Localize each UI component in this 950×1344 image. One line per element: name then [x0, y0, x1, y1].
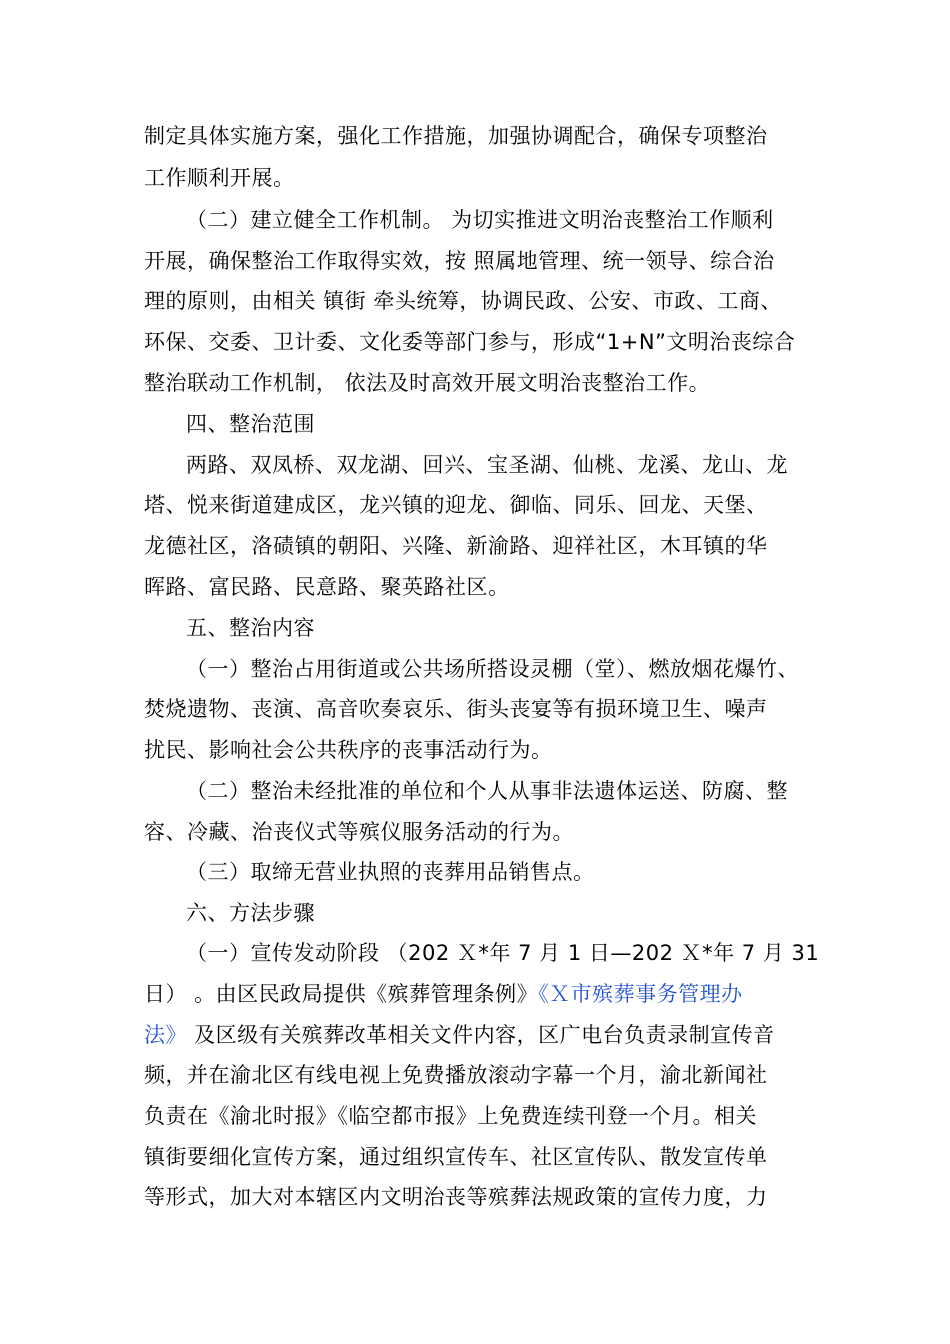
paragraph-line: （二）整治未经批准的单位和个人从事非法遗体运送、防腐、整: [186, 779, 788, 803]
paragraph-line: 环保、交委、卫计委、文化委等部门参与，形成“1+N”文明治丧综合: [144, 330, 796, 354]
paragraph-line: （一）整治占用街道或公共场所搭设灵棚（堂）、燃放烟花爆竹、: [186, 657, 799, 681]
paragraph-line: 整治联动工作机制， 依法及时高效开展文明治丧整治工作。: [144, 371, 711, 395]
paragraph-line: （二）建立健全工作机制。 为切实推进文明治丧整治工作顺利: [186, 208, 774, 232]
paragraph-line: [144, 1020, 775, 1050]
section-heading: 五、整治内容: [186, 616, 315, 640]
paragraph-line: 两路、双凤桥、双龙湖、回兴、宝圣湖、仙桃、龙溪、龙山、龙: [186, 453, 788, 477]
paragraph-line: 制定具体实施方案，强化工作措施，加强协调配合，确保专项整治: [144, 124, 768, 148]
section-heading: 六、方法步骤: [186, 901, 315, 925]
paragraph-line: [144, 979, 743, 1009]
paragraph-line: （三）取缔无营业执照的丧葬用品销售点。: [186, 860, 595, 884]
paragraph-line: 频，并在渝北区有线电视上免费播放滚动字幕一个月，渝北新闻社: [144, 1063, 768, 1087]
paragraph-line: 开展，确保整治工作取得实效，按 照属地管理、统一领导、综合治: [144, 249, 775, 273]
paragraph-line: 工作顺利开展。: [144, 166, 295, 190]
paragraph-line: 龙德社区，洛碛镇的朝阳、兴隆、新渝路、迎祥社区，木耳镇的华: [144, 534, 768, 558]
line-text: 日） 。由区民政局提供《殡葬管理条例》: [144, 982, 539, 1006]
section-heading: 四、整治范围: [186, 412, 315, 436]
paragraph-line: 塔、悦来街道建成区，龙兴镇的迎龙、御临、同乐、回龙、天堡、: [144, 493, 768, 517]
paragraph-line: 等形式，加大对本辖区内文明治丧等殡葬法规政策的宣传力度，力: [144, 1185, 768, 1209]
paragraph-line: 负责在《渝北时报》《临空都市报》上免费连续刊登一个月。相关: [144, 1104, 757, 1128]
paragraph-line: 理的原则，由相关 镇街 牵头统筹，协调民政、公安、市政、工商、: [144, 289, 782, 313]
paragraph-line: 镇街要细化宣传方案，通过组织宣传车、社区宣传队、散发宣传单: [144, 1145, 768, 1169]
regulation-link-end[interactable]: 法》: [144, 1023, 187, 1047]
paragraph-line: 晖路、富民路、民意路、聚英路社区。: [144, 575, 510, 599]
paragraph-line: 扰民、影响社会公共秩序的丧事活动行为。: [144, 738, 553, 762]
paragraph-line: （一）宣传发动阶段 （202 Ｘ*年 7 月 1 日—202 Ｘ*年 7 月 31: [186, 941, 820, 965]
paragraph-line: 容、冷藏、治丧仪式等殡仪服务活动的行为。: [144, 820, 574, 844]
regulation-link[interactable]: 《Ｘ市殡葬事务管理办: [538, 982, 743, 1006]
line-text: 及区级有关殡葬改革相关文件内容，区广电台负责录制宣传音: [187, 1023, 775, 1047]
paragraph-line: 焚烧遗物、丧演、高音吹奏哀乐、街头丧宴等有损环境卫生、噪声: [144, 697, 768, 721]
